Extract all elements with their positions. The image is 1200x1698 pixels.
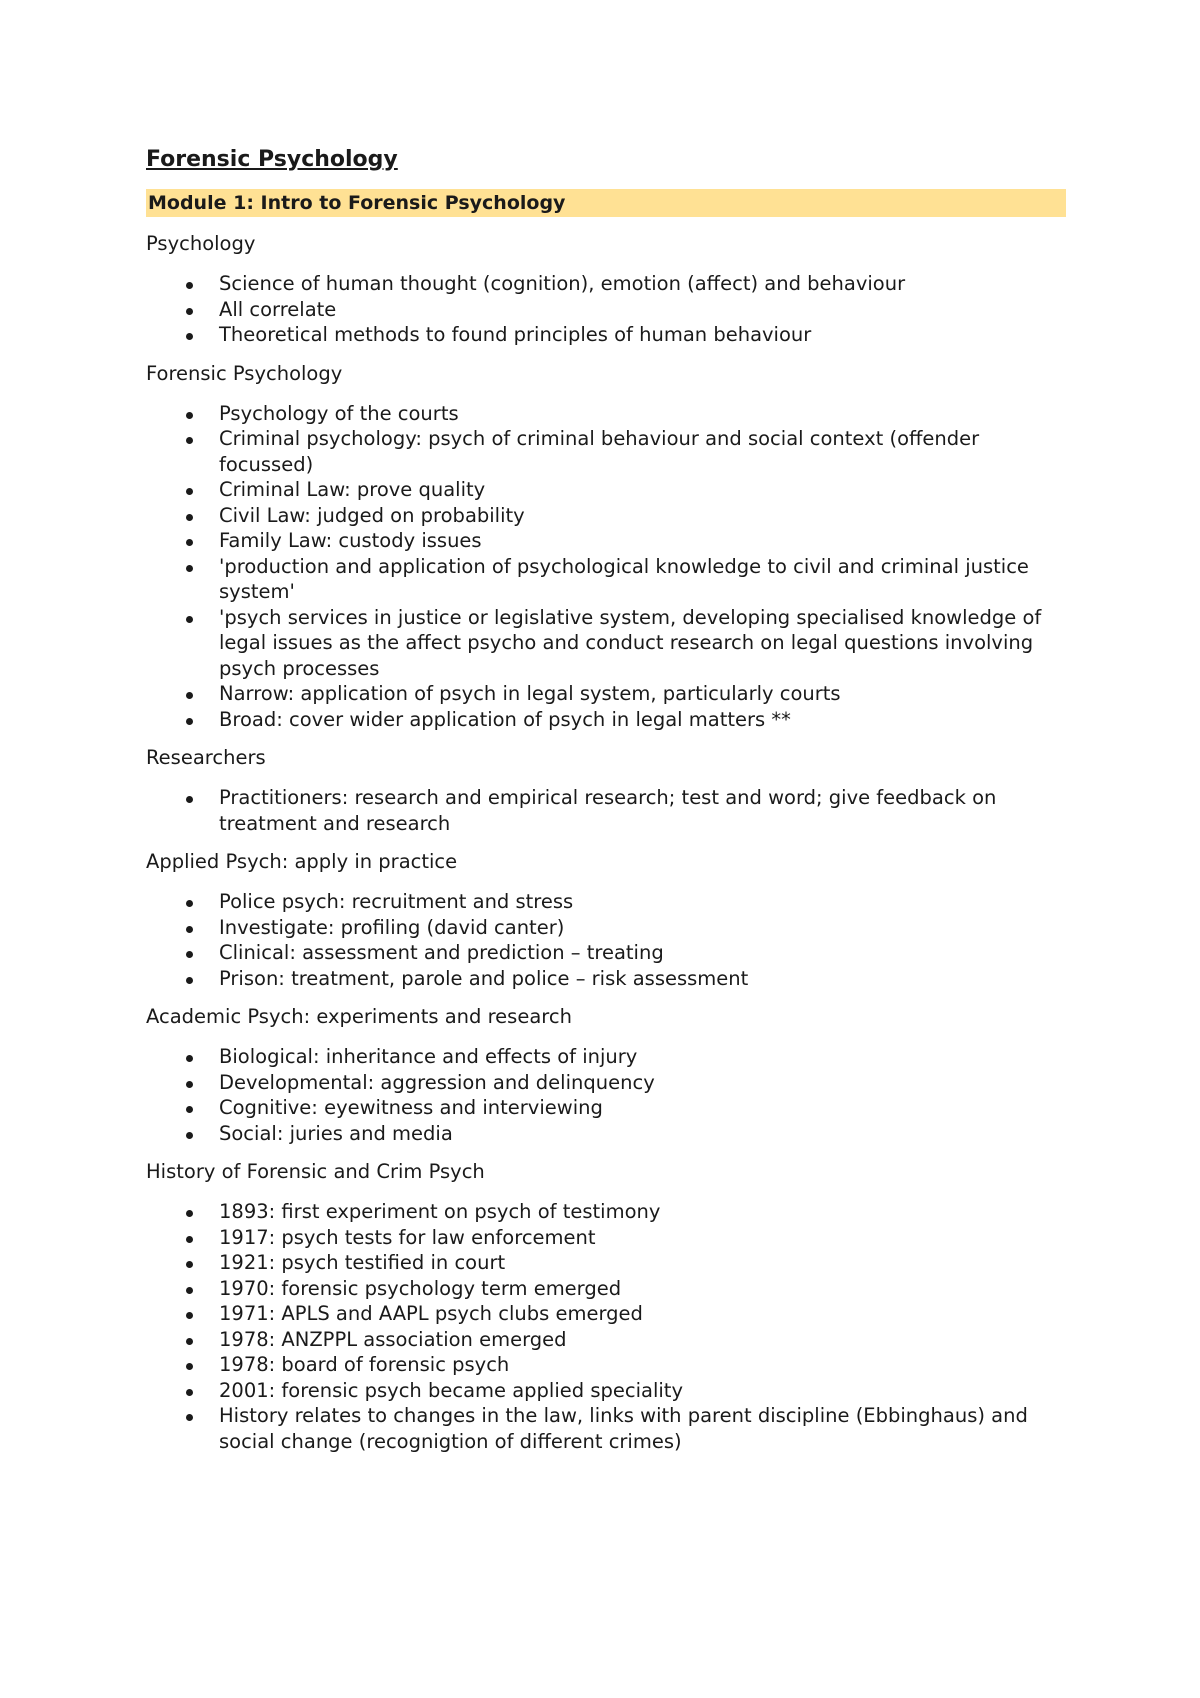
list-item: Investigate: profiling (david canter) [146,915,1066,941]
bullet-icon [186,1414,193,1421]
list-item: Social: juries and media [146,1121,1066,1147]
list-item: Practitioners: research and empirical research; test and word; give feedback on treatment and research [146,785,1066,836]
bullet-icon [186,565,193,572]
list-item: Biological: inheritance and effects of injury [146,1044,1066,1070]
list-item: Clinical: assessment and prediction – treating [146,940,1066,966]
bullet-list [146,785,1066,836]
list-item: Developmental: aggression and delinquency [146,1070,1066,1096]
list-item: Narrow: application of psych in legal system, particularly courts [146,681,1066,707]
list-item: 1971: APLS and AAPL psych clubs emerged [146,1301,1066,1327]
section-heading: Forensic Psychology [146,361,343,385]
bullet-icon [186,1312,193,1319]
list-item: History relates to changes in the law, links with parent discipline (Ebbinghaus) and social change (recognigtion of different crimes) [146,1403,1066,1454]
list-item: Theoretical methods to found principles of human behaviour [146,322,1066,348]
list-item: Civil Law: judged on probability [146,503,1066,529]
section-researchers [146,745,1066,836]
section-academic-psych [146,1004,1066,1146]
section-forensic-psychology [146,361,1066,733]
bullet-list [146,1199,1066,1454]
bullet-icon [186,282,193,289]
bullet-icon [186,1389,193,1396]
list-item: Criminal psychology: psych of criminal behaviour and social context (offender focussed) [146,426,1066,477]
bullet-icon [186,1363,193,1370]
list-item: 1970: forensic psychology term emerged [146,1276,1066,1302]
document-title: Forensic Psychology [146,147,398,172]
list-item: 1978: board of forensic psych [146,1352,1066,1378]
list-item: Criminal Law: prove quality [146,477,1066,503]
bullet-icon [186,1261,193,1268]
bullet-icon [186,692,193,699]
bullet-icon [186,616,193,623]
bullet-icon [186,308,193,315]
list-item: 1921: psych testified in court [146,1250,1066,1276]
section-heading: History of Forensic and Crim Psych [146,1160,485,1183]
list-item: 2001: forensic psych became applied speciality [146,1378,1066,1404]
list-item: 1893: first experiment on psych of testimony [146,1199,1066,1225]
bullet-icon [186,1287,193,1294]
bullet-icon [186,926,193,933]
list-item: Broad: cover wider application of psych in legal matters ** [146,707,1066,733]
bullet-icon [186,796,193,803]
document-page [146,146,1066,1467]
bullet-list [146,889,1066,991]
list-item: Psychology of the courts [146,401,1066,427]
bullet-icon [186,1210,193,1217]
bullet-icon [186,718,193,725]
bullet-list [146,401,1066,733]
bullet-icon [186,1236,193,1243]
section-psychology [146,231,1066,348]
bullet-list [146,271,1066,348]
bullet-icon [186,514,193,521]
bullet-icon [186,1132,193,1139]
section-heading: Academic Psych: experiments and research [146,1005,572,1028]
list-item: 1978: ANZPPL association emerged [146,1327,1066,1353]
bullet-icon [186,412,193,419]
section-heading: Psychology [146,232,256,255]
bullet-list [146,1044,1066,1146]
list-item: 1917: psych tests for law enforcement [146,1225,1066,1251]
bullet-icon [186,1055,193,1062]
bullet-icon [186,1338,193,1345]
section-history [146,1159,1066,1454]
list-item: 'production and application of psychological knowledge to civil and criminal justice system' [146,554,1066,605]
list-item: Family Law: custody issues [146,528,1066,554]
bullet-icon [186,1081,193,1088]
list-item: Police psych: recruitment and stress [146,889,1066,915]
list-item: All correlate [146,297,1066,323]
list-item: 'psych services in justice or legislative system, developing specialised knowledge of legal issues as the affect psycho and conduct research on legal questions involving psych processes [146,605,1066,682]
bullet-icon [186,1106,193,1113]
list-item: Cognitive: eyewitness and interviewing [146,1095,1066,1121]
bullet-icon [186,977,193,984]
bullet-icon [186,539,193,546]
section-heading: Applied Psych: apply in practice [146,850,458,873]
list-item: Prison: treatment, parole and police – risk assessment [146,966,1066,992]
bullet-icon [186,333,193,340]
bullet-icon [186,437,193,444]
section-heading: Researchers [146,746,266,769]
section-applied-psych [146,849,1066,991]
bullet-icon [186,951,193,958]
list-item: Science of human thought (cognition), emotion (affect) and behaviour [146,271,1066,297]
module-heading: Module 1: Intro to Forensic Psychology [146,189,1066,217]
bullet-icon [186,900,193,907]
bullet-icon [186,488,193,495]
